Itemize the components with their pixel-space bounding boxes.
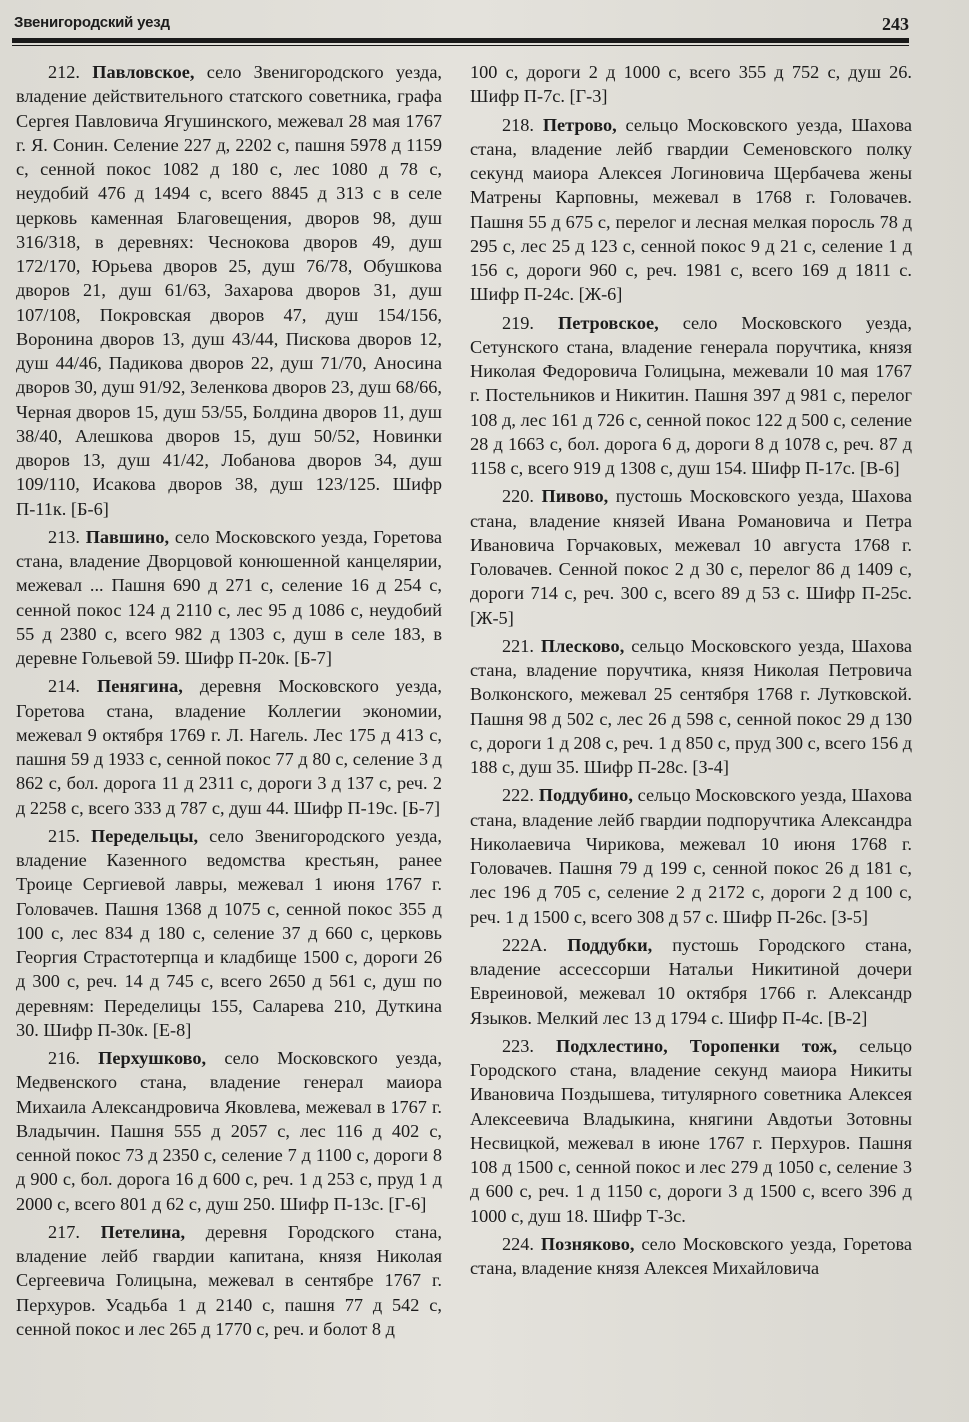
entry-title: Поддубки,	[567, 934, 653, 955]
entry-text: село Московского уезда, Горетова стана, владение князя Алексея Михайловича	[470, 1233, 913, 1278]
entry-224	[470, 1232, 912, 1281]
entry-text: деревня Городского стана, владение лейб гвардии капитана, князя Николая Сергеевича Голицына, межевал в сентябре 1767 г. Перхуров. Усадьба 1 д 2140 с, пашня 77 д 542 с, сенной покос и лес 265 д 1770 с, реч. и болот 8 д	[16, 1221, 442, 1339]
running-head: Звенигородский уезд	[14, 14, 170, 31]
entry-title: Позняково,	[540, 1233, 635, 1254]
entry-title: Плесково,	[540, 635, 625, 656]
entry-title: Павловское,	[92, 62, 195, 82]
entry-text: село Звенигородского уезда, владение Казенного ведомства крестьян, ранее Троице Сергиевой лавры, межевал 1 июня 1767 г. Головачев. Пашня 1368 д 1075 с, сенной покос 355 д 100 с, лес 834 д 180 с, селение 37 д 660 с, церковь Георгия Страстотерпца и кладбище 1500 с, дороги 26 д 300 с, реч. 14 д 745 с, всего 2650 д 561 с, душ по деревням: Переделицы 155, Саларева 210, Дуткина 30. Шифр П-30к. [Е-8]	[16, 825, 442, 1040]
entry-number: 222А.	[502, 934, 548, 955]
entry-title: Пенягина,	[97, 676, 183, 697]
entry-number: 216.	[48, 1048, 80, 1068]
left-column	[16, 60, 442, 1345]
entry-217	[16, 1220, 442, 1341]
entry-title: Павшино,	[85, 526, 170, 547]
right-column	[470, 60, 912, 1284]
entry-text: сельцо Московского уезда, Шахова стана, владение лейб гвардии Семеновского полку секунд маиора Алексея Логиновича Щербачева жены Матрены Карповны, межевал в 1768 г. Головачев. Пашня 55 д 675 с, перелог и лесная мелкая поросль 78 д 295 с, лес 25 д 123 с, сенной покос 9 д 21 с, селение 1 д 156 с, дороги 960 с, реч. 1981 с, всего 169 д 1811 с. Шифр П-24с. [Ж-6]	[470, 114, 913, 305]
entry-number: 218.	[502, 114, 534, 135]
entry-text: пустошь Городского стана, владение ассессорши Натальи Никитиной дочери Евреиновой, межевал 10 октября 1766 г. Александр Языков. Мелкий лес 13 д 1794 с. Шифр П-4с. [В-2]	[470, 934, 912, 1028]
entry-text: сельцо Московского уезда, Шахова стана, владение поручтика, князя Николая Петровича Волконского, межевал 25 сентября 1768 г. Лутковской. Пашня 98 д 502 с, лес 26 д 598 с, сенной покос 29 д 130 с, дороги 1 д 208 с, реч. 1 д 850 с, пруд 300 с, всего 156 д 188 с, душ 35. Шифр П-28с. [З-4]	[470, 635, 912, 777]
entry-number: 215.	[48, 825, 80, 846]
entry-title: Петрово,	[542, 114, 617, 135]
entry-number: 224.	[502, 1233, 534, 1254]
entry-text: село Звенигородского уезда, владение действительного статского советника, графа Сергея Павловича Ягушинского, межевал 28 мая 1767 г. Я. Сонин. Селение 227 д, 2202 с, пашня 5978 д 1159 с, сенной покос 1082 д 180 с, лес 1080 д 78 с, неудобий 476 д 1494 с, всего 8845 д 313 с в селе церковь каменная Благовещения, дворов 98, душ 316/318, в деревнях: Чеснокова дворов 49, душ 172/170, Юрьева дворов 25, душ 76/78, Обушкова дворов 21, душ 61/63, Захарова дворов 31, душ 107/108, Покровская дворов 47, душ 154/156, Воронина дворов 13, душ 43/44, Пискова дворов 12, душ 44/46, Падикова дворов 22, душ 71/70, Аносина дворов 30, душ 91/92, Зеленкова дворов 23, душ 68/66, Черная дворов 15, душ 53/55, Болдина дворов 11, душ 38/40, Алешкова дворов 15, душ 50/52, Новинки дворов 13, душ 41/42, Лобанова дворов 34, душ 109/110, Исакова дворов 38, душ 123/125. Шифр П-11к. [Б-6]	[16, 62, 443, 519]
entry-text: село Московского уезда, Сетунского стана, владение генерала поручтика, князя Николая Федоровича Голицына, межевали 10 мая 1767 г. Постельников и Никитин. Пашня 397 д 981 с, перелог 108 д, лес 161 д 726 с, сенной покос 122 д 500 с, селение 28 д 1663 с, бол. дорога 6 д, дороги 8 д 1078 с, реч. 87 д 1158 с, всего 919 д 1308 с, душ 154. Шифр П-17с. [В-6]	[470, 312, 912, 478]
entry-212	[16, 60, 442, 521]
header-rule-thin	[12, 45, 909, 46]
entry-text: сельцо Московского уезда, Шахова стана, владение лейб гвардии подпоручтика Александра Николаевича Чирикова, межевал 10 июня 1768 г. Головачев. Пашня 79 д 199 с, сенной покос 26 д 181 с, лес 196 д 705 с, селение 2 д 2172 с, дороги 2 д 100 с, реч. 1 д 1500 с, всего 308 д 57 с. Шифр П-26с. [З-5]	[470, 785, 912, 927]
entry-222	[470, 783, 912, 929]
entry-title: Перхушково,	[98, 1048, 207, 1068]
header-rule	[12, 38, 909, 43]
page-number: 243	[882, 14, 909, 34]
entry-217-continued	[470, 60, 912, 109]
entry-number: 212.	[48, 62, 80, 82]
entry-title: Поддубино,	[538, 785, 633, 806]
entry-213	[16, 525, 442, 671]
entry-title: Передельцы,	[91, 825, 199, 846]
entry-number: 219.	[502, 312, 534, 333]
entry-number: 213.	[48, 526, 80, 547]
entry-text: пустошь Московского уезда, Шахова стана, владение князей Ивана Романовича и Петра Ивановича Горчаковых, межевал 10 августа 1768 г. Головачев. Сенной покос 2 д 30 с, перелог 86 д 1409 с, дороги 714 с, реч. 300 с, всего 89 д 53 с. Шифр П-25с. [Ж-5]	[470, 486, 912, 628]
entry-text: деревня Московского уезда, Горетова стана, владение Коллегии экономии, межевал 9 октября 1769 г. Л. Нагель. Лес 175 д 413 с, пашня 59 д 1933 с, сенной покос 77 д 80 с, селение 3 д 862 с, бол. дорога 11 д 2311 с, дороги 3 д 137 с, реч. 2 д 2258 с, всего 333 д 787 с, душ 44. Шифр П-19с. [Б-7]	[16, 676, 442, 818]
entry-title: Пивово,	[541, 486, 609, 507]
entry-221	[470, 634, 912, 780]
entry-215	[16, 824, 442, 1042]
entry-text: 100 с, дороги 2 д 1000 с, всего 355 д 752 с, душ 26. Шифр П-7с. [Г-3]	[470, 62, 912, 107]
entry-text: сельцо Городского стана, владение секунд маиора Никиты Ивановича Поздышева, титулярного советника Алексея Алексеевича Владыкина, княгини Авдотьи Зотовны Несвицкой, межевал в июне 1767 г. Перхуров. Пашня 108 д 1500 с, сенной покос и лес 279 д 1050 с, селение 3 д 600 с, реч. 1 д 1150 с, дороги 3 д 1500 с, всего 396 д 1000 с, душ 18. Шифр Т-3с.	[470, 1035, 912, 1226]
entry-number: 220.	[502, 486, 534, 507]
entry-number: 214.	[48, 676, 80, 697]
entry-title: Петелина,	[100, 1221, 186, 1242]
entry-title: Петровское,	[557, 312, 659, 333]
entry-title: Подхлестино, Торопенки тож,	[556, 1035, 838, 1056]
entry-number: 221.	[502, 635, 534, 656]
entry-220	[470, 484, 912, 630]
entry-223	[470, 1034, 912, 1228]
entry-number: 217.	[48, 1221, 80, 1242]
entry-219	[470, 311, 912, 481]
entry-text: село Московского уезда, Медвенского стана, владение генерал маиора Михаила Александровича Яковлева, межевал в 1767 г. Владычин. Пашня 555 д 2057 с, лес 116 д 402 с, сенной покос 73 д 2350 с, селение 7 д 1100 с, дороги 8 д 900 с, бол. дорога 16 д 600 с, реч. 1 д 253 с, пруд 1 д 2000 с, всего 801 д 62 с, душ 250. Шифр П-13с. [Г-6]	[16, 1048, 442, 1214]
entry-number: 223.	[502, 1035, 534, 1056]
entry-214	[16, 674, 442, 820]
entry-222a	[470, 933, 912, 1030]
entry-216	[16, 1046, 442, 1216]
entry-number: 222.	[502, 785, 534, 806]
entry-text: село Московского уезда, Горетова стана, владение Дворцовой конюшенной канцелярии, межевал ... Пашня 690 д 271 с, селение 16 д 254 с, сенной покос 124 д 2110 с, лес 95 д 1086 с, неудобий 55 д 2380 с, всего 982 д 1303 с, душ в селе 183, в деревне Гольевой 59. Шифр П-20к. [Б-7]	[16, 526, 442, 668]
entry-218	[470, 113, 912, 307]
